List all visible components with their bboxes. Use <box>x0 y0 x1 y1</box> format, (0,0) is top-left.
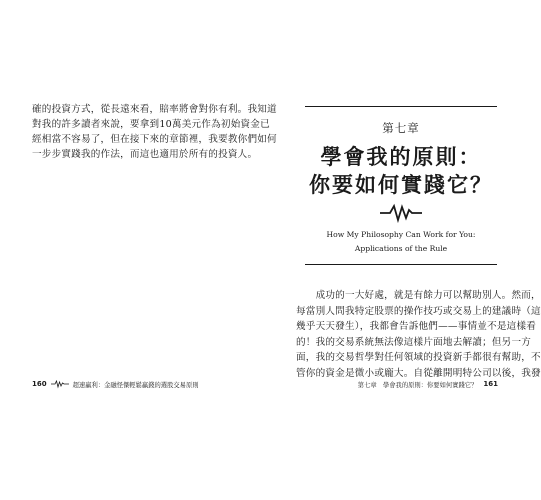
left-footer <box>32 378 199 390</box>
body-line: 幾乎天天發生），我都會告訴他們——事情並不是這樣看 <box>296 321 537 332</box>
chapter-label: 第七章 <box>382 121 420 135</box>
right-body-text <box>296 288 541 381</box>
page-number: 160 <box>32 380 47 388</box>
page-number: 161 <box>483 380 498 388</box>
body-line: 經相當不容易了，但在接下來的章節裡，我要教你們如何 <box>32 134 277 145</box>
body-line: 成功的一大好處，就是有餘力可以幫助別人。然而， <box>296 290 541 301</box>
body-line: 管你的資金是微小或龐大。自從離開明特公司以後，我發 <box>296 367 541 379</box>
right-footer <box>358 378 498 390</box>
body-line: 的！我的交易系統無法像這樣片面地去解讀；但另一方 <box>296 336 532 348</box>
top-divider <box>305 106 497 107</box>
bottom-divider <box>305 264 497 265</box>
running-book-title: 超速贏利：金融怪傑輕鬆贏錢的選股交易原則 <box>72 381 199 389</box>
body-line: 一步步實踐我的作法，而這也適用於所有的投資人。 <box>32 149 258 160</box>
body-line: 對我的許多讀者來說，要拿到10萬美元作為初始資金已 <box>32 119 270 130</box>
chapter-subtitle <box>305 228 497 256</box>
subtitle-line: Applications of the Rule <box>354 244 448 253</box>
running-chapter-title: 第七章 學會我的原則：你要如何實踐它？ <box>357 381 478 389</box>
chapter-title-line: 學會我的原則： <box>320 145 482 169</box>
heartbeat-wave-icon <box>51 380 69 388</box>
heartbeat-wave-icon <box>380 204 422 222</box>
chapter-title-line: 你要如何實踐它？ <box>309 173 493 197</box>
right-page <box>260 0 541 500</box>
body-line: 面，我的交易哲學對任何領域的投資新手都很有幫助，不 <box>296 352 541 363</box>
subtitle-line: How My Philosophy Can Work for You: <box>326 230 476 239</box>
body-line: 每當別人問我特定股票的操作技巧或交易上的建議時（這 <box>296 305 541 317</box>
chapter-title <box>305 143 497 199</box>
body-line: 確的投資方式，從長遠來看，賠率將會對你有利。我知道 <box>32 104 277 115</box>
left-body-text <box>32 102 277 162</box>
